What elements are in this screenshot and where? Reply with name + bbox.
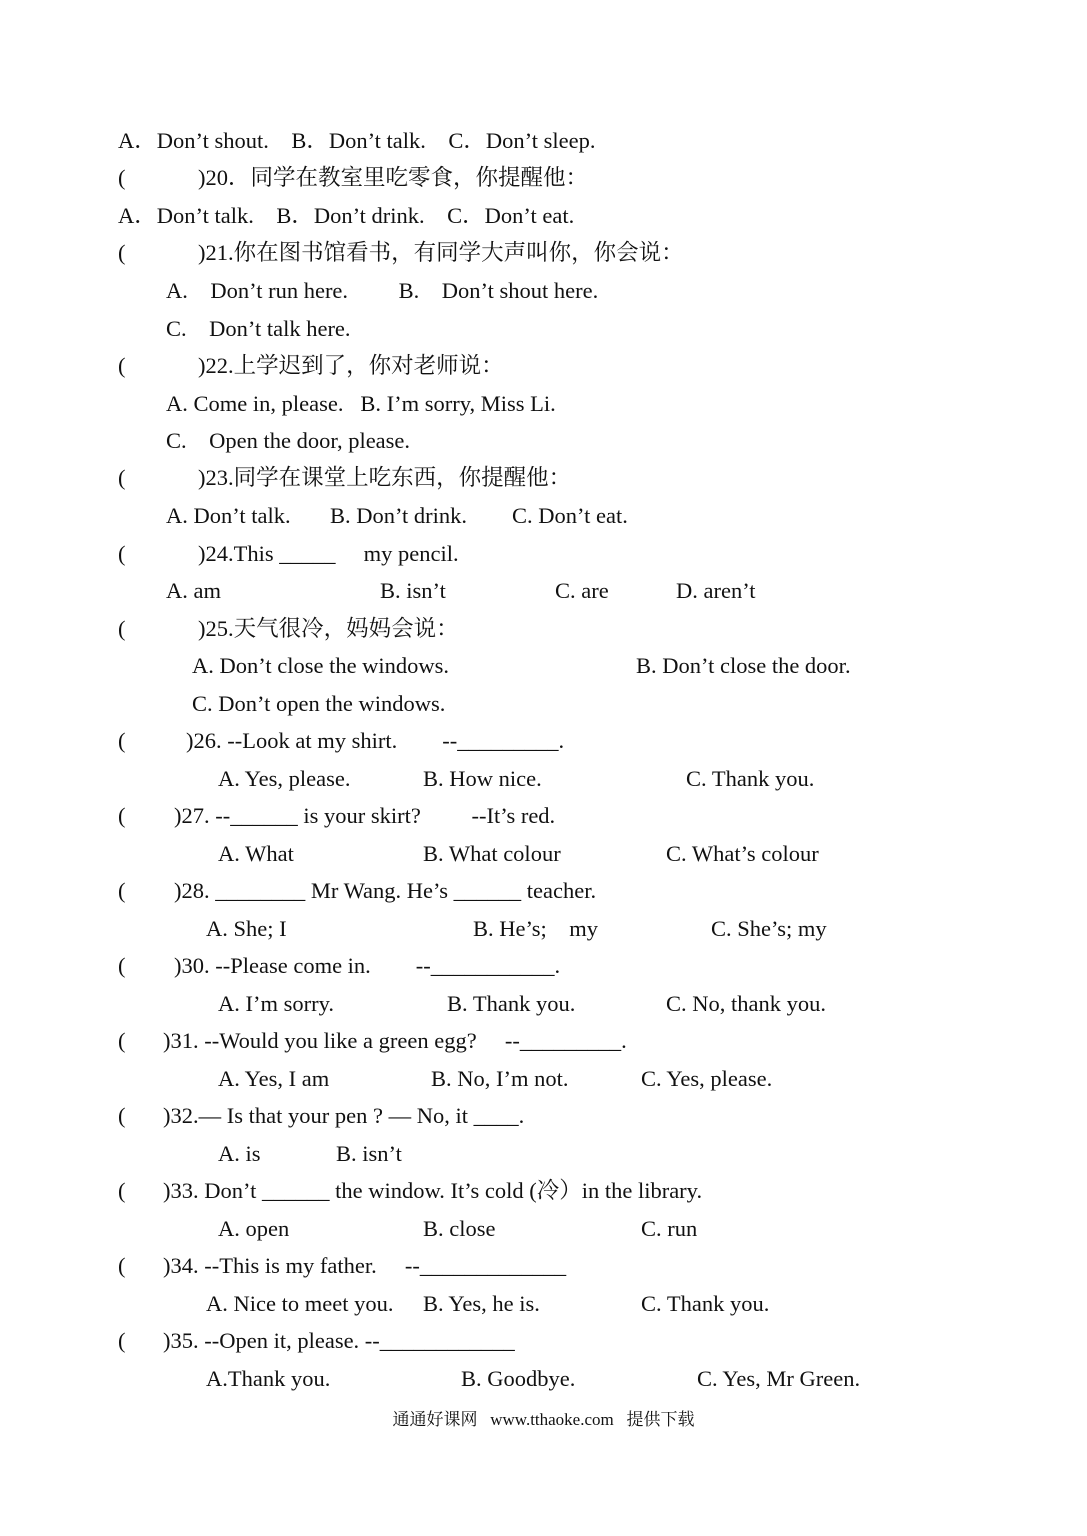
- q24-answer-bracket: (: [118, 541, 126, 566]
- q26-answer-bracket: (: [118, 728, 126, 753]
- q30-option-c: C. No, thank you.: [666, 991, 826, 1016]
- q21-answer-bracket: (: [118, 240, 126, 265]
- q24-option-d: D. aren’t: [676, 578, 756, 603]
- q20-question: )20．同学在教室里吃零食，你提醒他：: [198, 165, 588, 190]
- q31-answer-bracket: (: [118, 1028, 126, 1053]
- q23-question: )23.同学在课堂上吃东西，你提醒他：: [198, 465, 572, 490]
- q28-answer-bracket: (: [118, 878, 126, 903]
- q35-option-b: B. Goodbye.: [461, 1366, 576, 1391]
- q25-option-b: B. Don’t close the door.: [636, 653, 851, 678]
- q30-question: )30. --Please come in. --___________.: [174, 953, 561, 978]
- q25-option-a: A. Don’t close the windows.: [192, 653, 450, 678]
- q28-question: )28. ________ Mr Wang. He’s ______ teacher.: [174, 878, 597, 903]
- q31-option-b: B. No, I’m not.: [431, 1066, 569, 1091]
- q26-option-a: A. Yes, please.: [218, 766, 351, 791]
- q34-option-b: B. Yes, he is.: [423, 1291, 540, 1316]
- q27-option-b: B. What colour: [423, 841, 561, 866]
- q33-question: )33. Don’t ______ the window. It’s cold (冷）in the library.: [163, 1178, 703, 1203]
- page-footer: 通通好课网 www.tthaoke.com 提供下载: [392, 1410, 695, 1429]
- q27-option-a: A. What: [218, 841, 294, 866]
- q19-options: A．Don’t shout. B．Don’t talk. C．Don’t sleep.: [118, 128, 596, 153]
- q21-option-c: C. Don’t talk here.: [166, 316, 351, 341]
- q22-question: )22.上学迟到了，你对老师说：: [198, 353, 504, 378]
- q33-option-b: B. close: [423, 1216, 496, 1241]
- q24-question: )24.This _____ my pencil.: [198, 541, 459, 566]
- q32-option-a: A. is: [218, 1141, 261, 1166]
- q22-answer-bracket: (: [118, 353, 126, 378]
- q31-question: )31. --Would you like a green egg? --_________.: [163, 1028, 627, 1053]
- q20-options: A．Don’t talk. B．Don’t drink. C．Don’t eat.: [118, 203, 575, 228]
- q25-answer-bracket: (: [118, 616, 126, 641]
- q26-question: )26. --Look at my shirt. --_________.: [186, 728, 565, 753]
- q34-question: )34. --This is my father. --_____________: [163, 1253, 567, 1278]
- q31-option-a: A. Yes, I am: [218, 1066, 330, 1091]
- q27-answer-bracket: (: [118, 803, 126, 828]
- q32-option-b: B. isn’t: [336, 1141, 402, 1166]
- q21-question: )21.你在图书馆看书，有同学大声叫你，你会说：: [198, 240, 684, 265]
- q21-options-ab: A. Don’t run here. B. Don’t shout here.: [166, 278, 599, 303]
- q27-question: )27. --______ is your skirt? --It’s red.: [174, 803, 556, 828]
- q22-options-ab: A. Come in, please. B. I’m sorry, Miss Li.: [166, 391, 556, 416]
- q23-options: A. Don’t talk. B. Don’t drink. C. Don’t eat.: [166, 503, 628, 528]
- q35-option-a: A.Thank you.: [206, 1366, 331, 1391]
- q35-answer-bracket: (: [118, 1328, 126, 1353]
- q25-option-c: C. Don’t open the windows.: [192, 691, 446, 716]
- q28-option-c: C. She’s; my: [711, 916, 827, 941]
- q28-option-a: A. She; I: [206, 916, 287, 941]
- q33-answer-bracket: (: [118, 1178, 126, 1203]
- q24-option-b: B. isn’t: [380, 578, 446, 603]
- q35-option-c: C. Yes, Mr Green.: [697, 1366, 861, 1391]
- q35-question: )35. --Open it, please. --____________: [163, 1328, 515, 1353]
- q34-option-c: C. Thank you.: [641, 1291, 770, 1316]
- q33-option-a: A. open: [218, 1216, 290, 1241]
- q32-answer-bracket: (: [118, 1103, 126, 1128]
- q31-option-c: C. Yes, please.: [641, 1066, 773, 1091]
- q30-answer-bracket: (: [118, 953, 126, 978]
- q32-question: )32.— Is that your pen ? — No, it ____.: [163, 1103, 525, 1128]
- q24-option-c: C. are: [555, 578, 609, 603]
- q22-option-c: C. Open the door, please.: [166, 428, 411, 453]
- q23-answer-bracket: (: [118, 465, 126, 490]
- q20-answer-bracket: (: [118, 165, 126, 190]
- q34-answer-bracket: (: [118, 1253, 126, 1278]
- q27-option-c: C. What’s colour: [666, 841, 819, 866]
- q34-option-a: A. Nice to meet you.: [206, 1291, 394, 1316]
- q26-option-b: B. How nice.: [423, 766, 542, 791]
- q26-option-c: C. Thank you.: [686, 766, 815, 791]
- q33-option-c: C. run: [641, 1216, 698, 1241]
- q28-option-b: B. He’s; my: [473, 916, 599, 941]
- q30-option-b: B. Thank you.: [447, 991, 576, 1016]
- q24-option-a: A. am: [166, 578, 221, 603]
- q25-question: )25.天气很冷，妈妈会说：: [198, 616, 459, 641]
- q30-option-a: A. I’m sorry.: [218, 991, 335, 1016]
